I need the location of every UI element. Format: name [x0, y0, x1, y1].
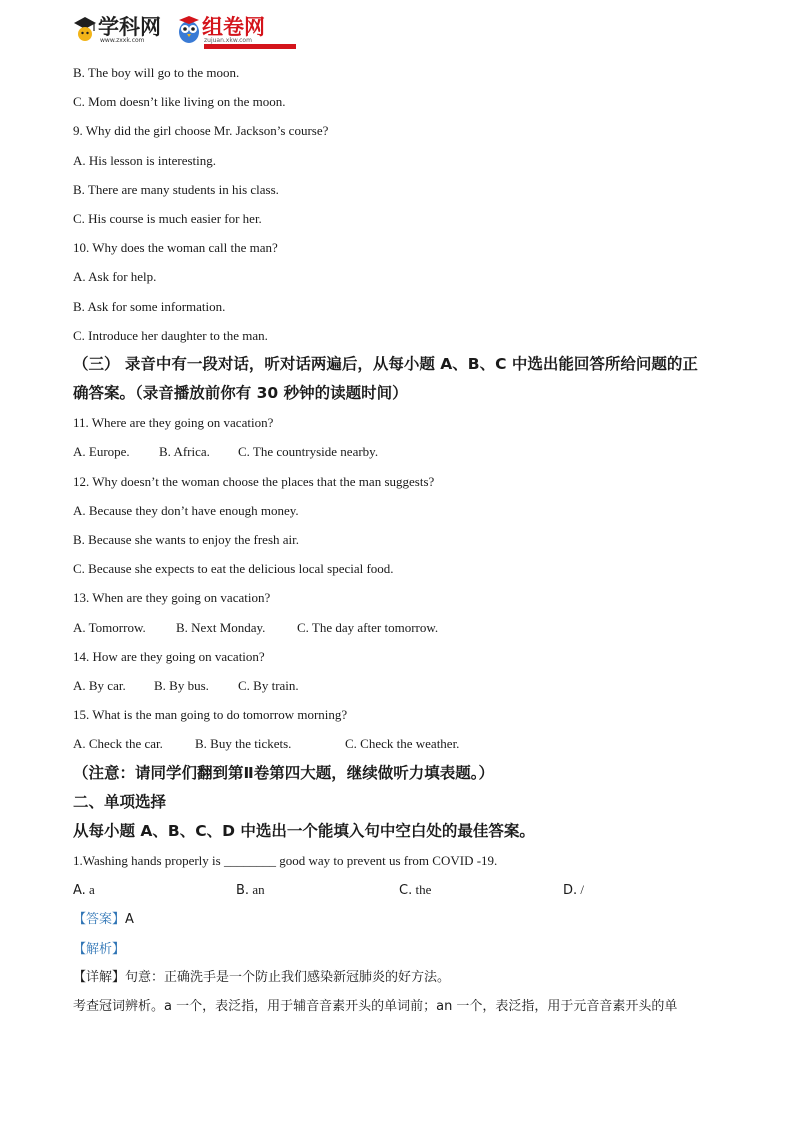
- question-10: 10. Why does the woman call the man?: [73, 240, 278, 256]
- option-line: C. Introduce her daughter to the man.: [73, 327, 268, 343]
- option-a: A. a: [73, 882, 95, 899]
- question-12: 12. Why doesn’t the woman choose the places that the man suggests?: [73, 473, 435, 489]
- analysis-line: [73, 934, 733, 963]
- detail-line: [73, 963, 733, 992]
- mc-question-1-options: [73, 875, 733, 904]
- option-line: B. There are many students in his class.: [73, 181, 279, 197]
- section-2-title: 二、单项选择: [73, 792, 167, 811]
- zujuan-logo: [176, 10, 296, 50]
- question-14: 14. How are they going on vacation?: [73, 648, 265, 664]
- owl-mascot-icon: [176, 14, 202, 44]
- question-11-options: [73, 437, 733, 466]
- option-d: D. /: [563, 882, 585, 899]
- question-14-options: [73, 671, 733, 700]
- question-15: 15. What is the man going to do tomorrow morning?: [73, 707, 348, 723]
- zujuan-banner-strip: [204, 44, 296, 49]
- option-b: B. Africa.: [159, 444, 210, 460]
- document-body: [73, 58, 733, 1021]
- detail-tag: 【详解】: [73, 969, 126, 985]
- page-header: [72, 10, 332, 50]
- option-c: C. the: [399, 882, 432, 899]
- mc-question-1: 1.Washing hands properly is ________ good way to prevent us from COVID -19.: [73, 853, 498, 869]
- option-c: C. The countryside nearby.: [238, 444, 379, 460]
- option-line: B. Ask for some information.: [73, 298, 226, 314]
- section-3-instruction-cont: 确答案。（录音播放前你有 30 秒钟的读题时间）: [73, 384, 408, 403]
- answer-line: [73, 904, 733, 933]
- option-line: C. His course is much easier for her.: [73, 210, 262, 226]
- option-line: C. Mom doesn’t like living on the moon.: [73, 94, 286, 110]
- option-line: B. The boy will go to the moon.: [73, 65, 240, 80]
- explanation-line: 考查冠词辨析。a 一个，表泛指，用于辅音音素开头的单词前；an 一个，表泛指，用于元音音素开头的单: [73, 999, 678, 1014]
- zujuan-url: zujuan.xkw.com: [204, 37, 252, 44]
- section-3-instruction: （三） 录音中有一段对话，听对话两遍后，从每小题 A、B、C 中选出能回答所给问题的正: [73, 354, 698, 373]
- option-c: C. The day after tomorrow.: [297, 619, 439, 635]
- option-a: A. Check the car.: [73, 736, 163, 752]
- answer-value: A: [125, 912, 134, 928]
- option-c: C. By train.: [238, 677, 299, 693]
- section-2-instruction: 从每小题 A、B、C、D 中选出一个能填入句中空白处的最佳答案。: [73, 821, 535, 840]
- option-b: B. an: [236, 882, 265, 899]
- zxxk-url: www.zxxk.com: [100, 37, 145, 44]
- option-c: C. Check the weather.: [345, 736, 460, 752]
- question-11: 11. Where are they going on vacation?: [73, 415, 274, 431]
- option-line: A. Because they don’t have enough money.: [73, 502, 299, 518]
- option-line: C. Because she expects to eat the delicious local special food.: [73, 561, 394, 577]
- detail-text: 句意：正确洗手是一个防止我们感染新冠肺炎的好方法。: [125, 969, 451, 985]
- analysis-tag: 【解析】: [73, 941, 126, 957]
- option-b: B. By bus.: [154, 677, 209, 693]
- graduate-cap-icon: [72, 14, 98, 44]
- option-b: B. Next Monday.: [176, 619, 266, 635]
- zujuan-brand-name: 组卷网: [202, 15, 265, 39]
- zxxk-brand-name: 学科网: [98, 15, 161, 39]
- question-13-options: [73, 613, 733, 642]
- option-line: A. His lesson is interesting.: [73, 152, 216, 168]
- option-a: A. By car.: [73, 677, 126, 693]
- zxxk-logo: [72, 10, 168, 50]
- option-a: A. Tomorrow.: [73, 619, 146, 635]
- option-a: A. Europe.: [73, 444, 130, 460]
- option-line: B. Because she wants to enjoy the fresh air.: [73, 532, 299, 547]
- question-15-options: [73, 729, 733, 758]
- note: （注意：请同学们翻到第Ⅱ卷第四大题，继续做听力填表题。）: [73, 763, 494, 782]
- question-9: 9. Why did the girl choose Mr. Jackson’s course?: [73, 123, 329, 139]
- option-line: A. Ask for help.: [73, 269, 157, 285]
- answer-tag: 【答案】: [73, 912, 126, 928]
- question-13: 13. When are they going on vacation?: [73, 590, 271, 606]
- option-b: B. Buy the tickets.: [195, 736, 292, 752]
